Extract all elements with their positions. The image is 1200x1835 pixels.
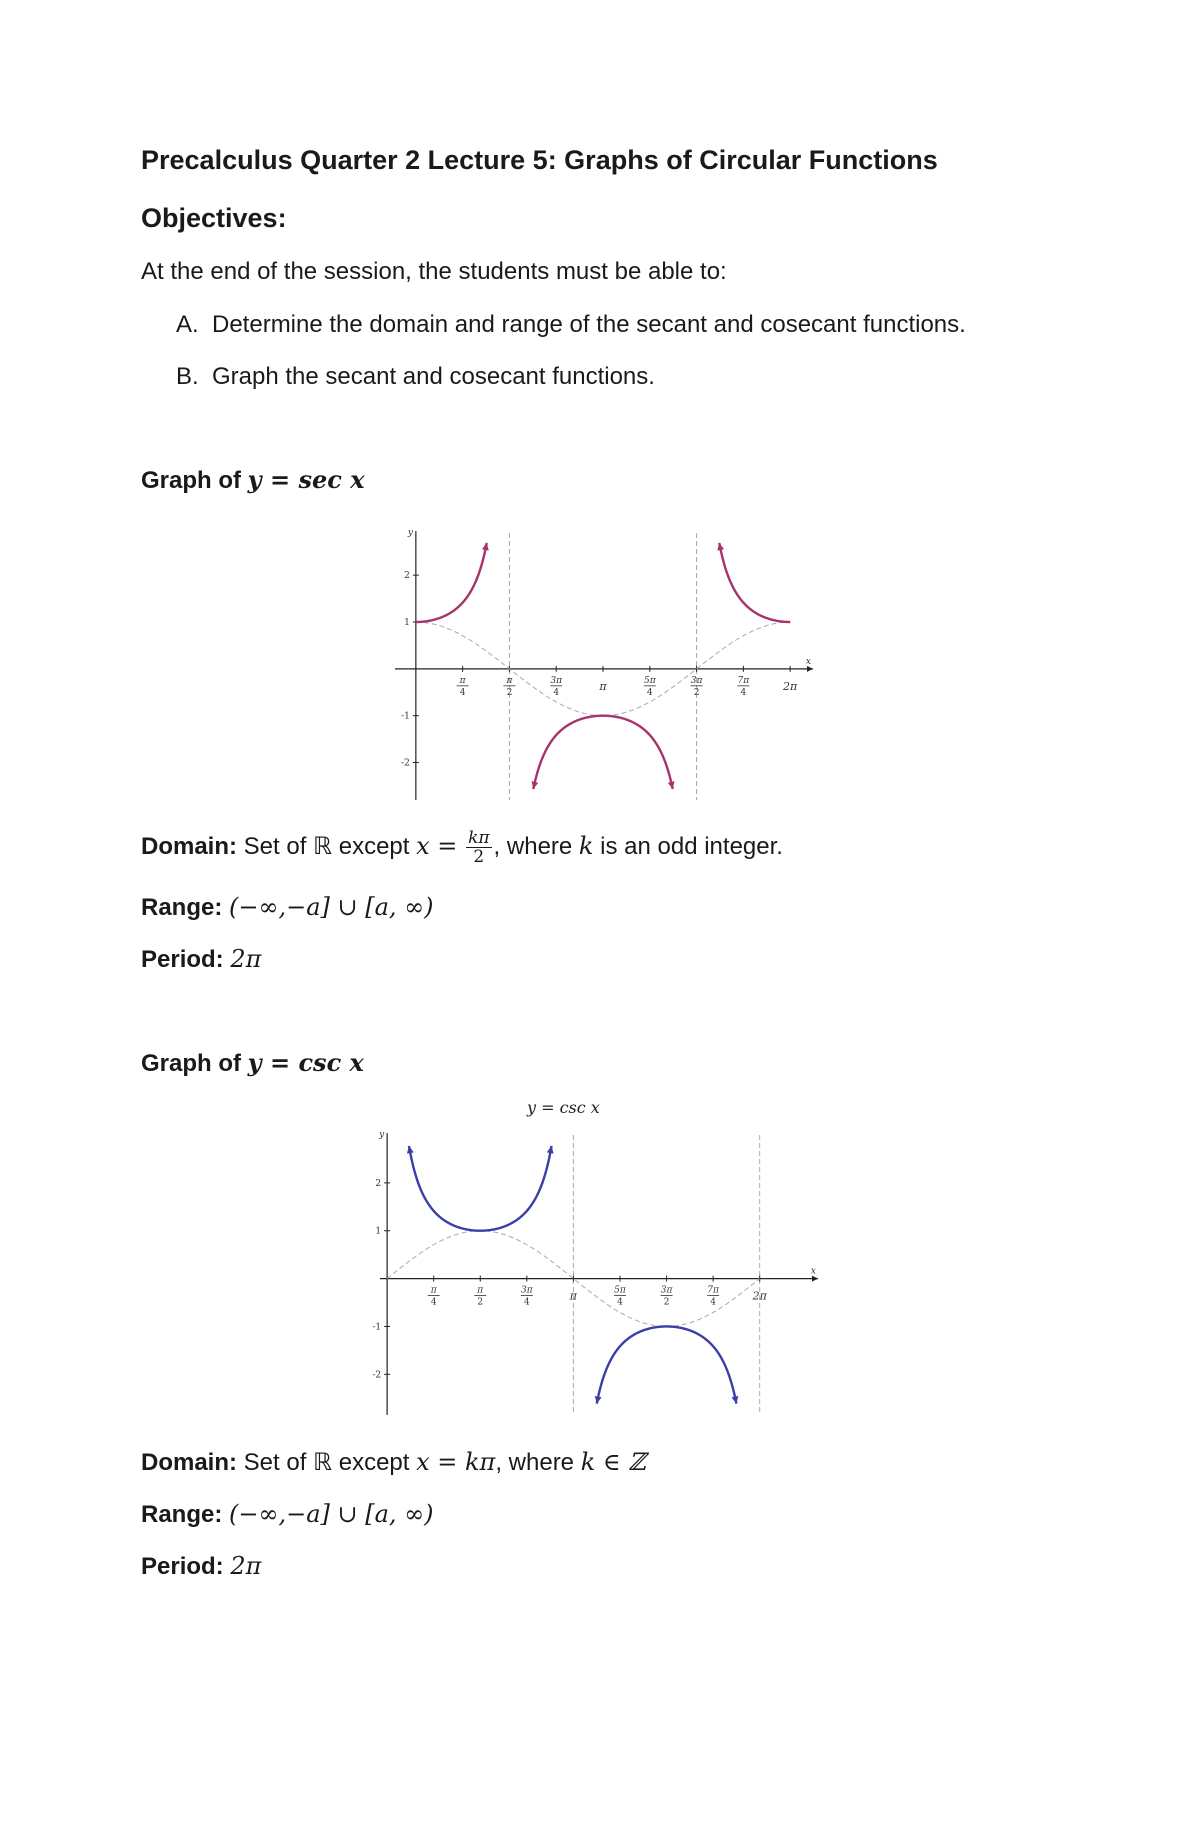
period-value: 2π bbox=[230, 1552, 262, 1580]
domain-expr-k: k ∈ ℤ bbox=[580, 1448, 646, 1476]
y-tick-label: -1 bbox=[401, 711, 410, 722]
x-tick-label bbox=[569, 1290, 578, 1303]
tick-numerator: 7π bbox=[737, 675, 750, 686]
range-label: Range: bbox=[141, 1501, 223, 1528]
tick-denominator: 4 bbox=[710, 1297, 716, 1308]
range-value: (−∞,−a] ∪ [a, ∞) bbox=[229, 1500, 434, 1528]
sec-period bbox=[141, 945, 261, 974]
x-axis-label: x bbox=[805, 656, 811, 667]
tick-denominator: 2 bbox=[663, 1297, 670, 1308]
domain-lhs: x = bbox=[416, 831, 458, 860]
tick-denominator: 4 bbox=[617, 1297, 623, 1308]
heading-prefix: Graph of bbox=[141, 467, 241, 494]
y-tick-label: -2 bbox=[401, 758, 410, 769]
objective-item-a bbox=[176, 311, 966, 339]
y-axis-label: y bbox=[379, 1130, 385, 1140]
tick-denominator: 4 bbox=[553, 687, 560, 698]
domain-text-where: , where bbox=[493, 832, 573, 860]
csc-graph-heading bbox=[141, 1048, 364, 1078]
y-tick-label: 1 bbox=[375, 1226, 382, 1237]
branch-curve bbox=[409, 1146, 552, 1231]
heading-math: y = csc x bbox=[247, 1048, 364, 1077]
x-tick-label bbox=[550, 676, 563, 698]
objective-marker: A. bbox=[176, 311, 199, 338]
objective-text: Determine the domain and range of the secant and cosecant functions. bbox=[212, 311, 966, 338]
heading-math: y = sec x bbox=[247, 465, 365, 494]
x-tick-label bbox=[782, 680, 798, 693]
branch-curve bbox=[416, 543, 487, 622]
x-tick-label bbox=[614, 1286, 627, 1308]
period-value: 2π bbox=[230, 945, 262, 973]
domain-fraction bbox=[466, 829, 491, 866]
x-tick-label bbox=[598, 680, 607, 693]
x-tick-label bbox=[474, 1286, 486, 1308]
heading-prefix: Graph of bbox=[141, 1050, 241, 1077]
x-tick-label bbox=[661, 1286, 674, 1308]
period-label: Period: bbox=[141, 946, 224, 973]
csc-period bbox=[141, 1552, 261, 1581]
csc-graph bbox=[372, 1095, 820, 1415]
y-tick-label: -1 bbox=[372, 1322, 382, 1333]
tick-numerator: 5π bbox=[643, 675, 656, 686]
domain-k: k bbox=[578, 831, 594, 860]
tick-denominator: 4 bbox=[523, 1297, 530, 1308]
tick-numerator: 7π bbox=[707, 1285, 719, 1296]
tick-denominator: 4 bbox=[740, 687, 747, 698]
objective-text: Graph the secant and cosecant functions. bbox=[212, 363, 655, 390]
objective-item-b bbox=[176, 363, 655, 391]
tick-denominator: 4 bbox=[430, 1297, 437, 1308]
x-tick-label bbox=[737, 676, 750, 698]
domain-label: Domain: bbox=[141, 832, 237, 860]
objectives-intro: At the end of the session, the students must be able to: bbox=[141, 258, 727, 285]
range-value: (−∞,−a] ∪ [a, ∞) bbox=[229, 893, 434, 921]
domain-label: Domain: bbox=[141, 1449, 237, 1476]
tick-numerator: π bbox=[506, 675, 513, 686]
domain-text: Set of ℝ except bbox=[243, 832, 410, 860]
period-label: Period: bbox=[141, 1553, 224, 1580]
tick-denominator: 2 bbox=[693, 687, 700, 698]
csc-domain bbox=[141, 1448, 646, 1477]
objectives-heading: Objectives: bbox=[141, 203, 287, 233]
x-tick-label bbox=[457, 676, 469, 698]
y-tick-label: 1 bbox=[404, 618, 410, 628]
domain-text: Set of ℝ except bbox=[243, 1449, 410, 1476]
x-tick-label bbox=[521, 1286, 534, 1308]
objective-marker: B. bbox=[176, 363, 199, 390]
tick-numerator: 3π bbox=[690, 675, 703, 686]
y-axis-label: y bbox=[407, 528, 413, 538]
sec-range bbox=[141, 893, 434, 922]
tick-denominator: 4 bbox=[459, 687, 466, 698]
x-axis-label: x bbox=[810, 1266, 816, 1277]
branch-curve bbox=[597, 1326, 737, 1403]
tick-denominator: 4 bbox=[646, 687, 653, 698]
tick-numerator: 3π bbox=[521, 1285, 533, 1296]
tick-label: 2π bbox=[752, 1289, 767, 1303]
x-tick-label bbox=[707, 1286, 720, 1308]
fraction-denominator: 2 bbox=[473, 847, 485, 867]
domain-expr: x = kπ bbox=[416, 1448, 496, 1476]
chart-title: y = csc x bbox=[526, 1098, 600, 1117]
x-tick-label bbox=[752, 1290, 768, 1303]
sec-domain bbox=[141, 829, 783, 866]
fraction-numerator: kπ bbox=[468, 828, 490, 848]
tick-denominator: 2 bbox=[477, 1297, 484, 1308]
domain-text-where: , where bbox=[495, 1449, 575, 1476]
range-label: Range: bbox=[141, 894, 223, 921]
branch-curve bbox=[719, 543, 790, 622]
csc-range bbox=[141, 1500, 434, 1529]
branch-curve bbox=[533, 716, 672, 789]
tick-numerator: π bbox=[477, 1285, 484, 1296]
page-title: Precalculus Quarter 2 Lecture 5: Graphs of Circular Functions bbox=[141, 145, 938, 175]
sec-graph bbox=[395, 525, 815, 800]
tick-numerator: π bbox=[430, 1285, 437, 1296]
tick-label: π bbox=[569, 1289, 578, 1303]
tick-denominator: 2 bbox=[506, 687, 513, 698]
tick-label: 2π bbox=[783, 679, 798, 693]
tick-numerator: π bbox=[459, 675, 466, 686]
y-tick-label: -2 bbox=[372, 1370, 382, 1381]
y-tick-label: 2 bbox=[404, 571, 410, 582]
tick-label: π bbox=[599, 679, 607, 693]
y-tick-label: 2 bbox=[375, 1178, 382, 1189]
tick-numerator: 5π bbox=[614, 1285, 626, 1296]
x-tick-label bbox=[644, 676, 657, 698]
x-tick-label bbox=[428, 1286, 440, 1308]
tick-numerator: 3π bbox=[660, 1285, 673, 1296]
sec-graph-heading bbox=[141, 465, 365, 495]
domain-text-odd: is an odd integer. bbox=[600, 832, 783, 860]
tick-numerator: 3π bbox=[550, 675, 563, 686]
